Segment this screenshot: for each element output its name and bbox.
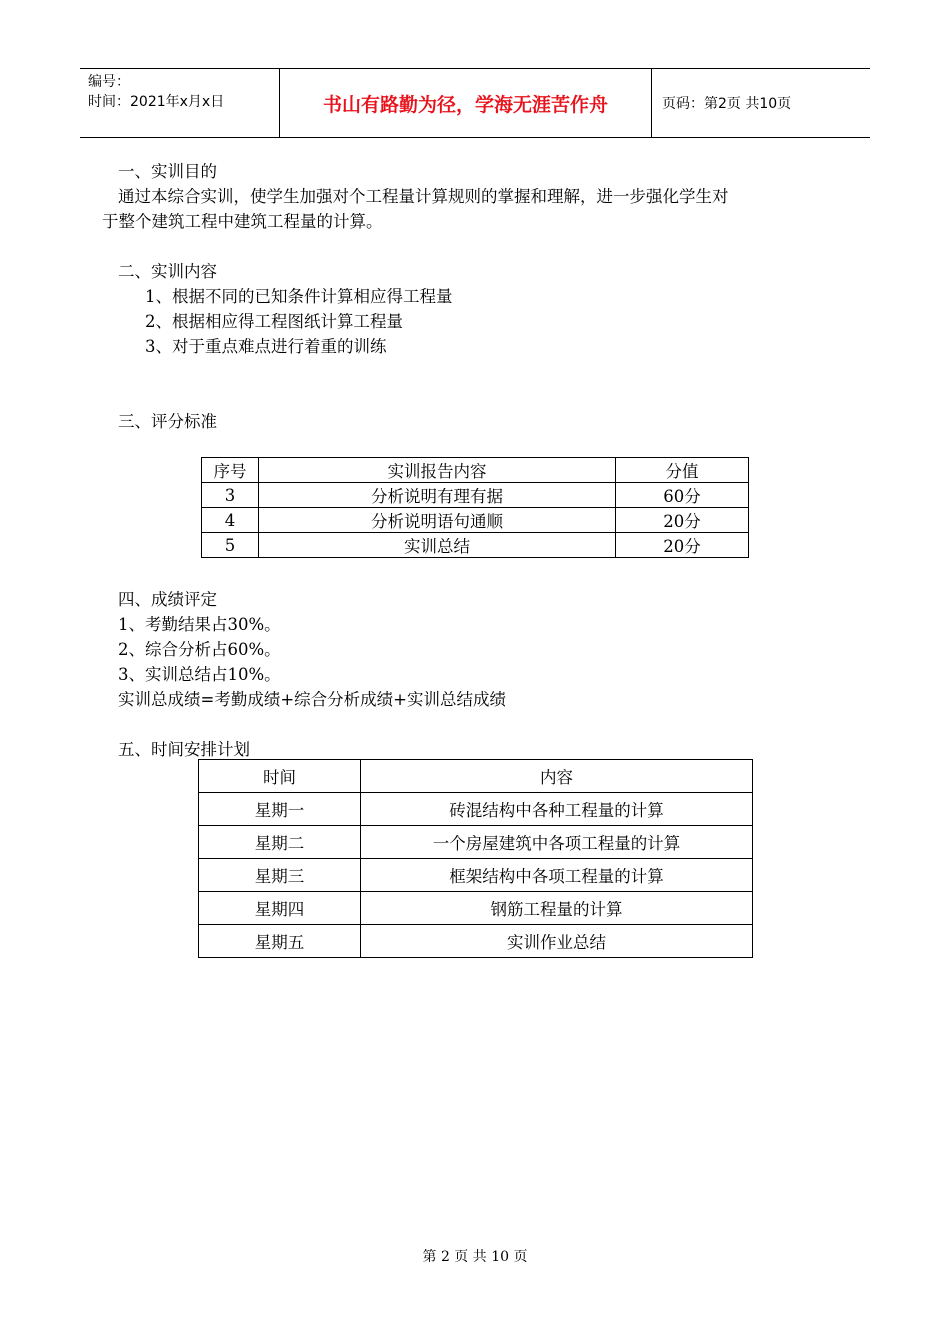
section-4-title: 四、成绩评定 [118, 590, 217, 609]
section-4-formula: 实训总成绩=考勤成绩+综合分析成绩+实训总结成绩 [118, 690, 506, 709]
page-footer: 第 2 页 共 10 页 [422, 1249, 528, 1265]
table-row [199, 859, 753, 892]
table-cell: 分析说明语句通顺 [259, 508, 616, 533]
table-cell: 20分 [616, 533, 749, 558]
table-row [202, 508, 749, 533]
table-cell: 星期三 [199, 859, 361, 892]
page-header [80, 68, 870, 138]
header-meta [80, 69, 280, 137]
section-2-title: 二、实训内容 [118, 262, 217, 281]
header-page-info: 页码：第2页 共10页 [662, 96, 792, 112]
table-cell: 3 [202, 483, 259, 508]
table-cell: 砖混结构中各种工程量的计算 [361, 793, 753, 826]
section-2-item: 2、根据相应得工程图纸计算工程量 [145, 312, 403, 331]
header-motto: 书山有路勤为径，学海无涯苦作舟 [280, 69, 652, 137]
date-label: 时间：2021年x月x日 [88, 94, 225, 110]
table-cell: 5 [202, 533, 259, 558]
table-header-row [202, 458, 749, 483]
schedule-table [198, 759, 753, 958]
table-cell: 60分 [616, 483, 749, 508]
table-cell: 星期四 [199, 892, 361, 925]
section-5-title: 五、时间安排计划 [118, 740, 250, 759]
number-label: 编号： [88, 74, 130, 90]
table-cell: 星期五 [199, 925, 361, 958]
table-header-cell: 时间 [199, 760, 361, 793]
table-row [202, 533, 749, 558]
table-header-cell: 分值 [616, 458, 749, 483]
table-row [199, 925, 753, 958]
section-2-item: 1、根据不同的已知条件计算相应得工程量 [145, 287, 453, 306]
table-header-row [199, 760, 753, 793]
table-cell: 框架结构中各项工程量的计算 [361, 859, 753, 892]
table-row [199, 826, 753, 859]
table-header-cell: 序号 [202, 458, 259, 483]
table-header-cell: 实训报告内容 [259, 458, 616, 483]
section-4-line: 3、实训总结占10%。 [118, 665, 281, 684]
section-3-title: 三、评分标准 [118, 412, 217, 431]
table-cell: 实训作业总结 [361, 925, 753, 958]
section-4-line: 1、考勤结果占30%。 [118, 615, 281, 634]
table-cell: 4 [202, 508, 259, 533]
score-table [201, 457, 749, 558]
table-cell: 分析说明有理有据 [259, 483, 616, 508]
table-cell: 星期二 [199, 826, 361, 859]
table-cell: 钢筋工程量的计算 [361, 892, 753, 925]
table-cell: 星期一 [199, 793, 361, 826]
table-row [199, 793, 753, 826]
table-header-cell: 内容 [361, 760, 753, 793]
section-2-item: 3、对于重点难点进行着重的训练 [145, 337, 387, 356]
table-cell: 实训总结 [259, 533, 616, 558]
table-row [202, 483, 749, 508]
table-row [199, 892, 753, 925]
section-1-line-1: 通过本综合实训，使学生加强对个工程量计算规则的掌握和理解，进一步强化学生对 [118, 187, 729, 206]
section-1-line-2: 于整个建筑工程中建筑工程量的计算。 [102, 212, 383, 231]
section-4-line: 2、综合分析占60%。 [118, 640, 281, 659]
section-1-title: 一、实训目的 [118, 162, 217, 181]
table-cell: 20分 [616, 508, 749, 533]
table-cell: 一个房屋建筑中各项工程量的计算 [361, 826, 753, 859]
